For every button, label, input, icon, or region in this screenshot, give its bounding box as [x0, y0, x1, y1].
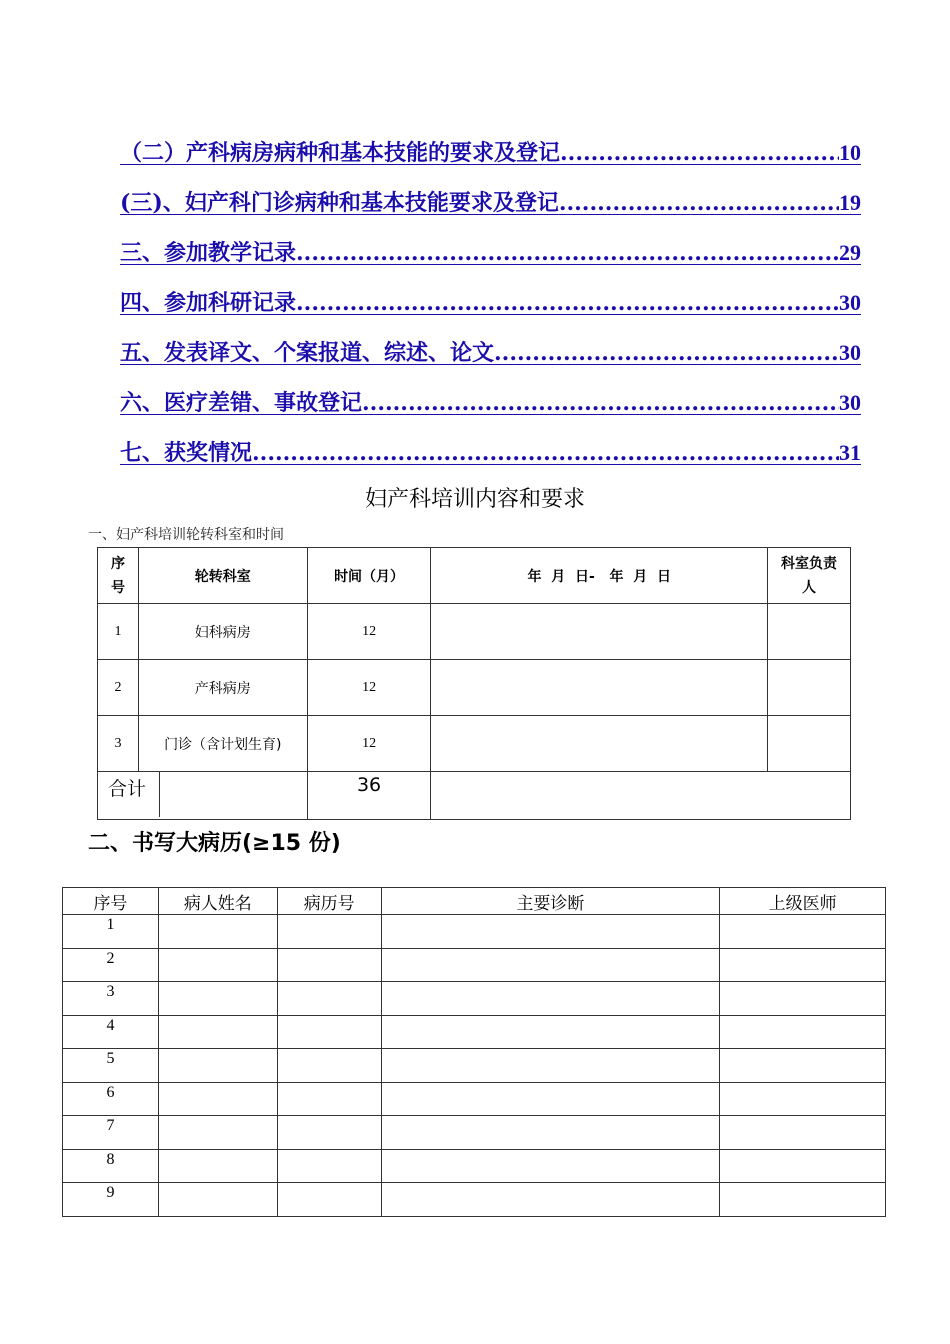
cell-patient-name[interactable] [158, 1116, 277, 1150]
cell-diagnosis[interactable] [381, 1015, 720, 1049]
cell-record-no[interactable] [277, 1183, 381, 1217]
toc-entry-page: 29 [839, 240, 861, 265]
toc-entry[interactable] [120, 428, 861, 478]
cell-dates[interactable] [431, 716, 768, 772]
total-empty-cell [431, 772, 851, 820]
cell-diagnosis[interactable] [381, 1082, 720, 1116]
table-row [98, 604, 851, 660]
header-dept-head: 科室负责人 [768, 548, 851, 604]
table-row [63, 1015, 886, 1049]
toc-entry-page: 30 [839, 340, 861, 365]
total-value: 36 [307, 772, 431, 820]
cell-dept: 门诊（含计划生育) [138, 716, 307, 772]
cell-record-no[interactable] [277, 1082, 381, 1116]
cell-record-no[interactable] [277, 1015, 381, 1049]
toc-entry-page: 19 [839, 190, 861, 215]
toc-leader-dots [296, 228, 839, 278]
total-row [98, 772, 851, 820]
header-diagnosis: 主要诊断 [381, 888, 720, 915]
cell-seq: 7 [63, 1116, 159, 1150]
toc-leader-dots [252, 428, 839, 478]
cell-seq: 6 [63, 1082, 159, 1116]
cell-duration: 12 [307, 716, 431, 772]
toc-entry-page: 30 [839, 390, 861, 415]
toc-entry[interactable] [120, 128, 861, 178]
header-seq: 序号 [98, 548, 139, 604]
table-of-contents [120, 128, 861, 478]
header-dept: 轮转科室 [138, 548, 307, 604]
cell-diagnosis[interactable] [381, 982, 720, 1016]
cell-supervisor[interactable] [720, 1149, 886, 1183]
cell-seq: 2 [98, 660, 139, 716]
cell-supervisor[interactable] [720, 1082, 886, 1116]
cell-dept: 产科病房 [138, 660, 307, 716]
header-duration: 时间（月） [307, 548, 431, 604]
table-row [63, 1082, 886, 1116]
cell-patient-name[interactable] [158, 1183, 277, 1217]
table-row [63, 1149, 886, 1183]
section2-title: 二、书写大病历(≥15 份) [88, 831, 341, 856]
toc-entry-title: （二）产科病房病种和基本技能的要求及登记 [120, 140, 561, 166]
cell-duration: 12 [307, 604, 431, 660]
toc-entry[interactable] [120, 178, 861, 228]
toc-entry-title: 七、获奖情况 [120, 440, 253, 466]
toc-entry[interactable] [120, 228, 861, 278]
cell-diagnosis[interactable] [381, 1149, 720, 1183]
toc-entry-page: 10 [839, 140, 861, 165]
cell-seq: 3 [63, 982, 159, 1016]
cell-dept-head[interactable] [768, 716, 851, 772]
toc-leader-dots [560, 128, 839, 178]
document-title: 妇产科培训内容和要求 [364, 487, 585, 512]
cell-seq: 1 [63, 915, 159, 949]
cell-patient-name[interactable] [158, 1149, 277, 1183]
cell-supervisor[interactable] [720, 1183, 886, 1217]
cell-diagnosis[interactable] [381, 1049, 720, 1083]
toc-entry-title: 五、发表译文、个案报道、综述、论文 [120, 340, 495, 366]
header-supervisor: 上级医师 [720, 888, 886, 915]
cell-patient-name[interactable] [158, 948, 277, 982]
cell-dates[interactable] [431, 660, 768, 716]
cell-patient-name[interactable] [158, 1082, 277, 1116]
cell-supervisor[interactable] [720, 915, 886, 949]
cell-seq: 9 [63, 1183, 159, 1217]
cell-patient-name[interactable] [158, 1049, 277, 1083]
table-row [63, 1049, 886, 1083]
header-dates: 年 月 日- 年 月 日 [431, 548, 768, 604]
table-row [63, 948, 886, 982]
table-row [98, 660, 851, 716]
total-label: 合计 [98, 772, 308, 820]
toc-entry-title: 三、参加教学记录 [120, 240, 297, 266]
cell-supervisor[interactable] [720, 1015, 886, 1049]
cell-record-no[interactable] [277, 1149, 381, 1183]
cell-patient-name[interactable] [158, 982, 277, 1016]
cell-dates[interactable] [431, 604, 768, 660]
header-seq: 序号 [63, 888, 159, 915]
header-patient-name: 病人姓名 [158, 888, 277, 915]
cell-dept-head[interactable] [768, 660, 851, 716]
toc-entry-title: 六、医疗差错、事故登记 [120, 390, 363, 416]
table-row [98, 716, 851, 772]
cell-supervisor[interactable] [720, 982, 886, 1016]
cell-patient-name[interactable] [158, 1015, 277, 1049]
cell-record-no[interactable] [277, 1116, 381, 1150]
cell-record-no[interactable] [277, 948, 381, 982]
cell-seq: 4 [63, 1015, 159, 1049]
cell-dept: 妇科病房 [138, 604, 307, 660]
toc-leader-dots [559, 178, 839, 228]
table-row [63, 982, 886, 1016]
cell-seq: 1 [98, 604, 139, 660]
cell-diagnosis[interactable] [381, 1116, 720, 1150]
toc-entry-page: 31 [839, 440, 861, 465]
cell-supervisor[interactable] [720, 1049, 886, 1083]
cell-diagnosis[interactable] [381, 1183, 720, 1217]
toc-entry-title: 四、参加科研记录 [120, 290, 297, 316]
cell-seq: 8 [63, 1149, 159, 1183]
cell-seq: 5 [63, 1049, 159, 1083]
cell-duration: 12 [307, 660, 431, 716]
cell-supervisor[interactable] [720, 1116, 886, 1150]
toc-entry[interactable] [120, 378, 861, 428]
table-row [63, 1183, 886, 1217]
toc-leader-dots [296, 278, 839, 328]
cell-diagnosis[interactable] [381, 915, 720, 949]
cell-supervisor[interactable] [720, 948, 886, 982]
table-row [63, 915, 886, 949]
toc-leader-dots [362, 378, 839, 428]
rotation-table [97, 547, 851, 820]
case-records-table [62, 887, 886, 1217]
cell-seq: 2 [63, 948, 159, 982]
table-header-row [98, 548, 851, 604]
cell-record-no[interactable] [277, 915, 381, 949]
cell-diagnosis[interactable] [381, 948, 720, 982]
header-record-no: 病历号 [277, 888, 381, 915]
toc-entry-page: 30 [839, 290, 861, 315]
cell-seq: 3 [98, 716, 139, 772]
toc-entry-title: (三)、妇产科门诊病种和基本技能要求及登记 [120, 190, 559, 216]
section1-label: 一、妇产科培训轮转科室和时间 [88, 527, 284, 543]
table-header-row [63, 888, 886, 915]
cell-patient-name[interactable] [158, 915, 277, 949]
cell-record-no[interactable] [277, 982, 381, 1016]
toc-leader-dots [494, 328, 839, 378]
toc-entry[interactable] [120, 328, 861, 378]
cell-dept-head[interactable] [768, 604, 851, 660]
toc-entry[interactable] [120, 278, 861, 328]
table-row [63, 1116, 886, 1150]
cell-record-no[interactable] [277, 1049, 381, 1083]
